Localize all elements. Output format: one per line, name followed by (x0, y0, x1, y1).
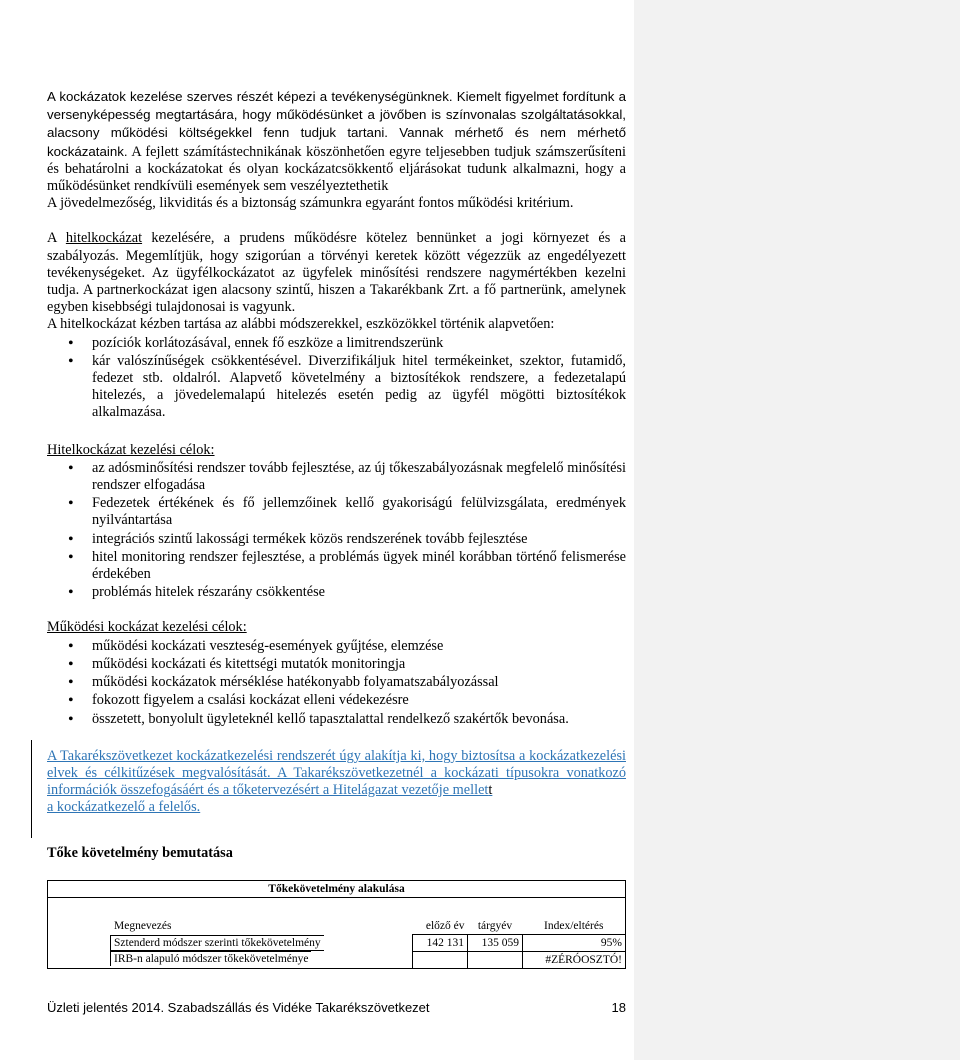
list-item: • Fedezetek értékének és fő jellemzőinek kellő gyakoriságú felülvizsgálata, eredmények nyilvántartása (92, 495, 626, 529)
tracked-text: A Takarékszövetkezet kockázatkezelési rendszerét úgy alakítja ki, hogy biztosítsa a kockázatkezelési elvek és célkitűzések megvalósítását. A Takarékszövetkezetnél a kockázati típusokra vonatkozó információk összefogásáért és a tőketervezésért a Hitelágazat vezetője mellet (47, 747, 626, 799)
credit-rest: kezelésére, a prudens működésre kötelez bennünket a jogi környezet és a szabályozás. Megemlítjük, hogy szigorúan a törvényi keretek között végezzük az engedélyezett tevékenységeket. Az ügyfélkockázatot az ügyfelek minősítési rendszere nagymértékben kezelni tudja. A partnerkockázat igen alacsony szintű, hiszen a Takarékbank Zrt. a fő partnerünk, amelynek egyben kisebbségi tulajdonosai is vagyunk. (47, 230, 626, 316)
header-curr: tárgyév (477, 919, 513, 932)
list-item: • pozíciók korlátozásával, ennek fő eszköze a limitrendszerünk (92, 335, 626, 352)
credit-goals-list (47, 460, 626, 602)
list-item: • fokozott figyelem a csalási kockázat elleni védekezésre (92, 692, 626, 709)
credit-lead: A (47, 230, 66, 247)
table-header-row (48, 918, 626, 935)
row-name-cell (48, 934, 413, 951)
list-item: • integrációs szintű lakossági termékek közös rendszerének tovább fejlesztése (92, 531, 626, 548)
credit-paragraph (47, 230, 626, 316)
credit-goals-heading: Hitelkockázat kezelési célok: (47, 441, 215, 458)
row-name: Sztenderd módszer szerinti tőkekövetelmény (110, 935, 324, 951)
credit-term: hitelkockázat (65, 230, 143, 247)
intro-sentence: A kockázatok kezelése szerves részét képezi a tevékenységünknek. Kiemelt figyelmet fordítunk a versenyképesség megtartására, hogy működésünket a jövőben is színvonalas szolgáltatásokkal, alacsony működési költségekkel fenn tudjuk tartani. Vannak mérhető és nem mérhető kockázataink. (47, 89, 626, 159)
header-index: Index/eltérés (523, 918, 626, 935)
page-footer (47, 999, 626, 1016)
list-item: • működési kockázati veszteség-események gyűjtése, elemzése (92, 638, 626, 655)
intro-sentence-2: A fejlett számítástechnikának köszönhetően egyre teljesebben tudjuk számszerűsíteni és behatárolni a kockázatokat és olyan kockázatcsökkentő eljárásokat tudunk alkalmazni, hogy a működésünket rendkívüli események sem veszélyeztethetik (47, 143, 626, 195)
list-item: • az adósminősítési rendszer tovább fejlesztése, az új tőkeszabályozásnak megfelelő minősítési rendszer elfogadása (92, 460, 626, 494)
op-goals-heading: Működési kockázat kezelési célok: (47, 619, 247, 636)
table-spacer (48, 897, 626, 918)
tracked-text-end: a kockázatkezelő a felelős. (47, 799, 201, 816)
tracked-char: t (488, 782, 493, 799)
page-number: 18 (611, 1000, 626, 1015)
list-item: • kár valószínűségek csökkentésével. Diverzifikáljuk hitel termékeinket, szektor, futamidő, fedezet stb. oldalról. Alapvető követelmény a biztosítékok rendszere, a fedezetalapú hitelezés, a jövedelemalapú hitelezés esetén pedig az ügyfél mögötti biztosítékok alkalmazása. (92, 353, 626, 422)
table-row (48, 951, 626, 968)
capital-table-wrap (47, 880, 626, 969)
document-body (47, 88, 626, 969)
list-item: • hitel monitoring rendszer fejlesztése, a problémás ügyek minél korábban történő felismerése érdekében (92, 549, 626, 583)
list-item: • működési kockázati és kitettségi mutatók monitoringja (92, 656, 626, 673)
header-name: Megnevezés (48, 918, 413, 935)
credit-methods-list (47, 335, 626, 422)
table-row (48, 934, 626, 951)
row-curr (468, 951, 523, 968)
row-name: IRB-n alapuló módszer tőkekövetelménye (110, 951, 311, 966)
list-item: • működési kockázatok mérséklése hatékonyabb folyamatszabályozással (92, 674, 626, 691)
row-name-cell (48, 951, 413, 968)
row-prev (413, 951, 468, 968)
row-index: 95% (523, 934, 626, 951)
row-index: #ZÉRÓOSZTÓ! (523, 951, 626, 968)
intro-criteria: A jövedelmezőség, likviditás és a biztonság számunkra egyaránt fontos működési kritérium. (47, 195, 574, 212)
comment-sidebar (634, 0, 960, 1060)
change-bar (31, 740, 32, 838)
list-item: • összetett, bonyolult ügyleteknél kellő tapasztalattal rendelkező szakértők bevonása. (92, 711, 626, 728)
list-item: • problémás hitelek részarány csökkentése (92, 584, 626, 601)
header-prev: előző év (425, 919, 465, 932)
row-prev: 142 131 (413, 934, 468, 951)
capital-table (47, 880, 626, 969)
intro-paragraph (47, 88, 626, 195)
op-goals-list (47, 638, 626, 728)
credit-methods-intro: A hitelkockázat kézben tartása az alábbi módszerekkel, eszközökkel történik alapvetően: (47, 316, 555, 333)
tracked-change-paragraph (47, 748, 626, 817)
footer-text: Üzleti jelentés 2014. Szabadszállás és Vidéke Takarékszövetkezet (47, 1000, 430, 1015)
capital-heading: Tőke követelmény bemutatása (47, 844, 233, 861)
table-title: Tőkekövetelmény alakulása (48, 880, 626, 897)
row-curr: 135 059 (468, 934, 523, 951)
